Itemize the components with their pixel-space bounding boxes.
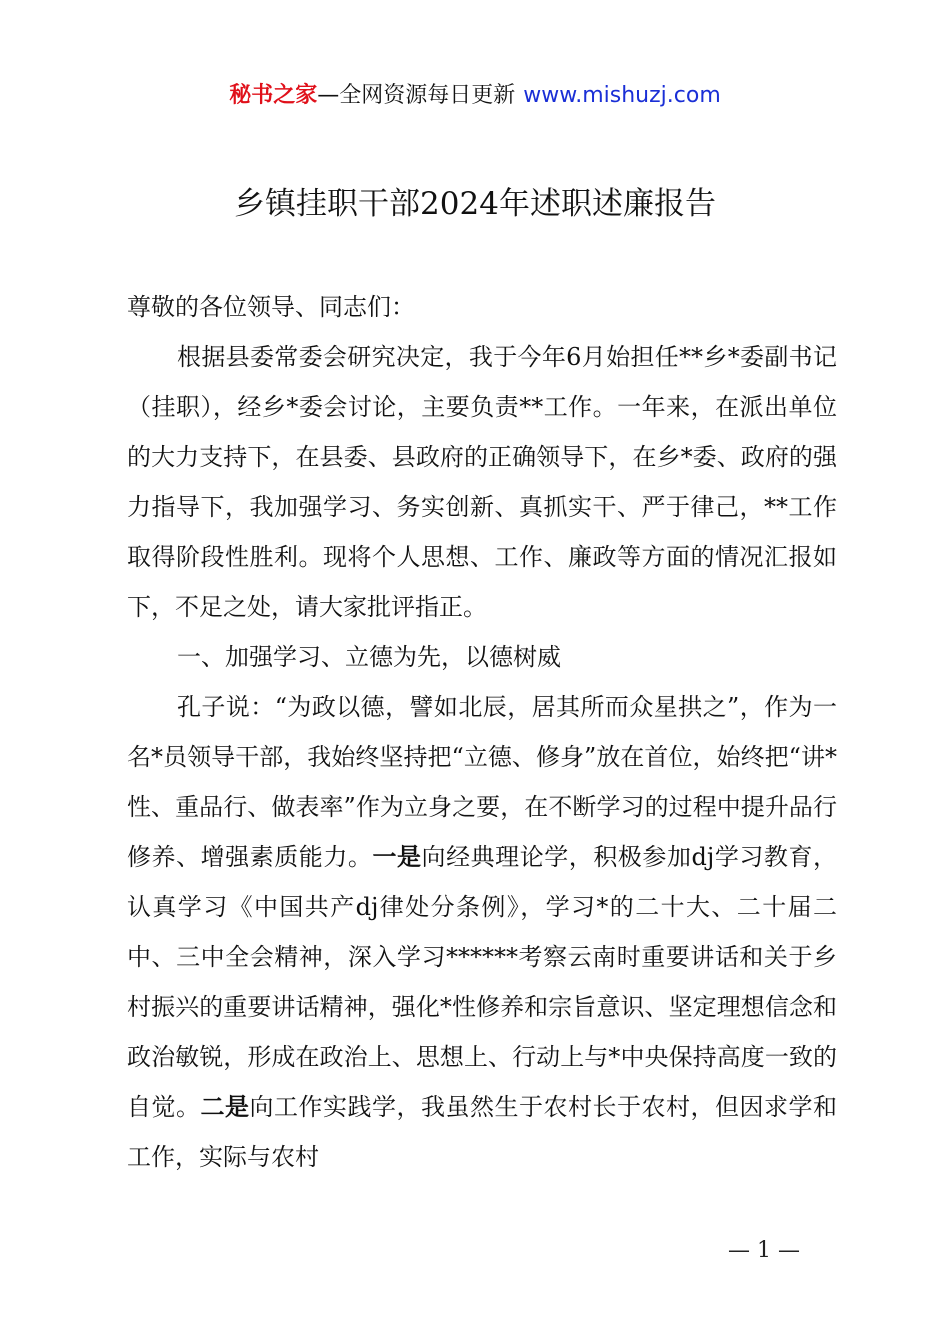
lead-second: 二是 <box>200 1093 250 1121</box>
site-brand: 秘书之家 <box>229 83 318 108</box>
salutation: 尊敬的各位领导、同志们： <box>127 293 415 321</box>
paragraph-intro: 根据县委常委会研究决定，我于今年6月始担任**乡*委副书记（挂职），经乡*委会讨论，主要负责**工作。一年来，在派出单位的大力支持下，在县委、县政府的正确领导下，在乡*委、政府的强力指导下，我加强学习、务实创新、真抓实干、严于律己，**工作取得阶段性胜利。现将个人思想、工作、廉政等方面的情况汇报如下，不足之处，请大家批评指正。 <box>127 343 837 621</box>
site-tagline: —全网资源每日更新 <box>317 83 516 108</box>
document-body <box>127 282 837 1182</box>
paragraph-study-text-3: 向工作实践学，我虽然生于农村长于农村，但因求学和工作，实际与农村 <box>127 1093 837 1171</box>
site-url-link[interactable]: www.mishuzj.com <box>523 83 721 108</box>
paragraph-study <box>127 682 837 1182</box>
document-title: 乡镇挂职干部2024年述职述廉报告 <box>234 186 716 222</box>
paragraph-study-text-2: 向经典理论学，积极参加dj学习教育，认真学习《中国共产dj律处分条例》，学习*的二十大、二十届二中、三中全会精神，深入学习******考察云南时重要讲话和关于乡村振兴的重要讲话精神，强化*性修养和宗旨意识、坚定理想信念和政治敏锐，形成在政治上、思想上、行动上与*中央保持高度一致的自觉。 <box>127 843 838 1121</box>
page-number: — 1 — <box>728 1238 800 1263</box>
lead-first: 一是 <box>372 843 422 871</box>
section-heading-1: 一、加强学习、立德为先，以德树威 <box>177 643 561 671</box>
site-header <box>0 80 950 112</box>
paragraph-study-text-1: 孔子说：“为政以德，譬如北辰，居其所而众星拱之”，作为一名*员领导干部，我始终坚持把“立德、修身”放在首位，始终把“讲*性、重品行、做表率”作为立身之要，在不断学习的过程中提升品行修养、增强素质能力。 <box>127 693 837 871</box>
